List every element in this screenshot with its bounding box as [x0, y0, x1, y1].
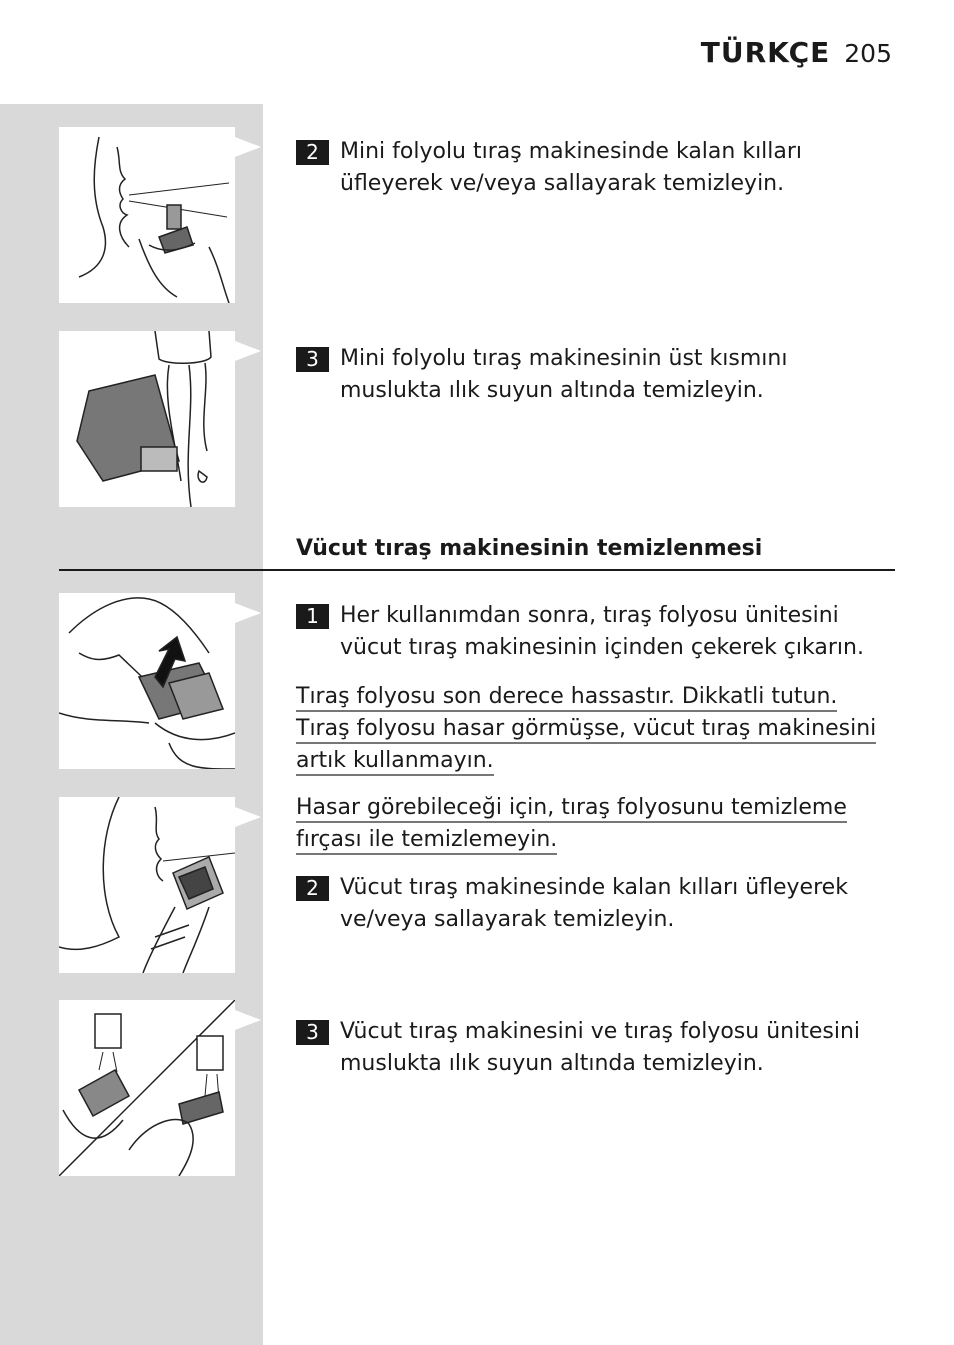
page-header — [701, 36, 892, 69]
step-blow-body-shaver — [296, 872, 896, 936]
warning-text: Tıraş folyosu son derece hassastır. Dikkatli tutun. Tıraş folyosu hasar görmüşse, vücut tıraş makinesini artık kullanmayın. — [296, 684, 876, 776]
illustration-pointer — [235, 341, 261, 361]
illustration-remove-foil-unit — [59, 593, 235, 769]
warning-text: Hasar görebileceği için, tıraş folyosunu temizleme fırçası ile temizlemeyin. — [296, 795, 847, 855]
step-number-badge: 3 — [296, 347, 329, 372]
step-text: Vücut tıraş makinesini ve tıraş folyosu ünitesini muslukta ılık suyun altında temizleyin. — [340, 1019, 860, 1076]
warning-fragile-foil — [296, 681, 886, 777]
illustration-pointer — [235, 603, 261, 623]
illustration-pointer — [235, 807, 261, 827]
illustration-pointer — [235, 137, 261, 157]
step-rinse-mini-shaver — [296, 343, 896, 407]
step-rinse-body-shaver — [296, 1016, 896, 1080]
section-title: Vücut tıraş makinesinin temizlenmesi — [296, 536, 763, 561]
page-number: 205 — [844, 39, 892, 68]
section-divider — [59, 569, 895, 571]
warning-no-brush — [296, 792, 886, 856]
illustration-rinse-body-shaver — [59, 1000, 235, 1176]
illustration-blow-mini-shaver — [59, 127, 235, 303]
illustration-rinse-mini-shaver-head — [59, 331, 235, 507]
step-text: Her kullanımdan sonra, tıraş folyosu ünitesini vücut tıraş makinesinin içinden çekerek çıkarın. — [340, 603, 864, 660]
step-number-badge: 3 — [296, 1020, 329, 1045]
step-text: Vücut tıraş makinesinde kalan kılları üfleyerek ve/veya sallayarak temizleyin. — [340, 875, 848, 932]
step-remove-foil-unit — [296, 600, 896, 664]
step-number-badge: 2 — [296, 140, 329, 165]
illustration-pointer — [235, 1010, 261, 1030]
language-heading: TÜRKÇE — [700, 36, 831, 69]
step-text: Mini folyolu tıraş makinesinin üst kısmını muslukta ılık suyun altında temizleyin. — [340, 346, 788, 403]
step-number-badge: 1 — [296, 604, 329, 629]
step-blow-mini-shaver — [296, 136, 896, 200]
illustration-blow-body-shaver — [59, 797, 235, 973]
step-number-badge: 2 — [296, 876, 329, 901]
step-text: Mini folyolu tıraş makinesinde kalan kılları üfleyerek ve/veya sallayarak temizleyin. — [340, 139, 803, 196]
